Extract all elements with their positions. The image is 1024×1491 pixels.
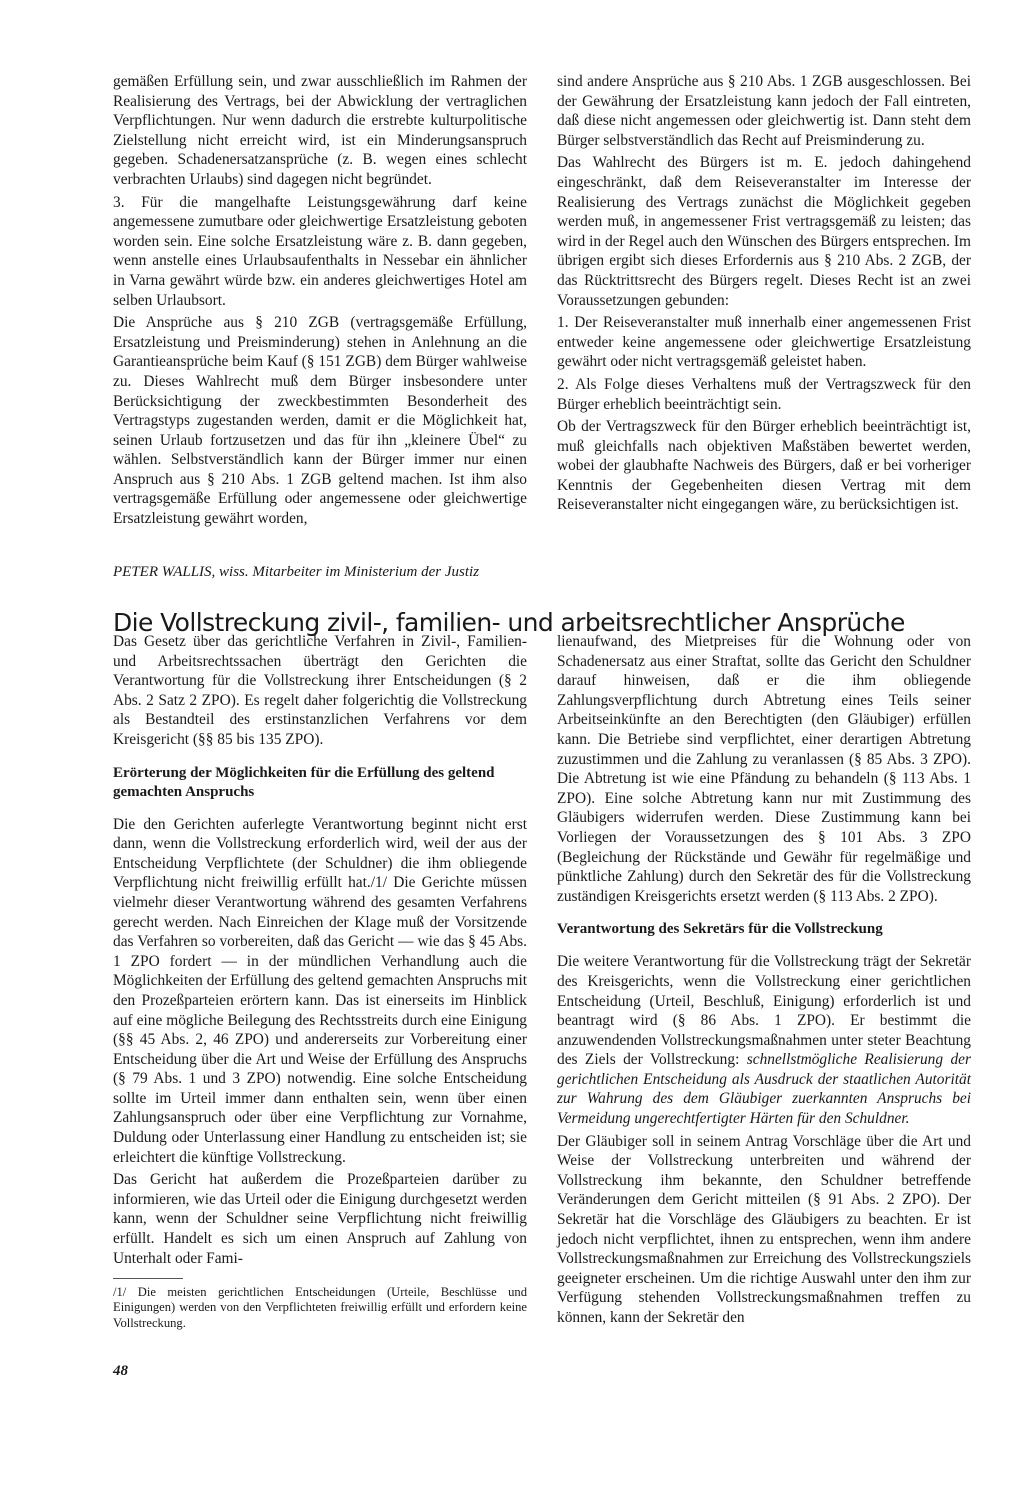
paragraph: Die den Gerichten auferlegte Verantwortung beginnt nicht erst dann, wenn die Vollstreckung erforderlich wird, weil der aus der Entscheidung Verpflichtete (der Schuldner) die ihm obliegende Verpflichtung nicht freiwillig erfüllt hat./1/ Die Gerichte müssen vielmehr dieser Verantwortung während des gesamten Verfahrens gerecht werden. Nach Einreichen der Klage muß der Vorsitzende das Verfahren so vorbereiten, daß das Gericht — wie das § 45 Abs. 1 ZPO fordert — in der mündlichen Verhandlung auch die Möglichkeiten der Erfüllung des geltend gemachten Anspruchs mit den Prozeßparteien erörtern kann. Das ist einerseits im Hinblick auf eine mögliche Beilegung des Rechtsstreits durch eine Einigung (§§ 45 Abs. 2, 46 ZPO) und andererseits zur Vorbereitung einer Entscheidung über die Art und Weise der Erfüllung des Anspruchs (§ 79 Abs. 1 und 3 ZPO) notwendig. Eine solche Entscheidung sollte im Urteil immer dann enthalten sein, wenn über einen Zahlungsanspruch oder über eine Verpflichtung zur Vornahme, Duldung oder Unterlassung einer Handlung zu entscheiden ist; sie erleichtert die künftige Vollstreckung. bbox=[113, 815, 527, 1166]
paragraph: lienaufwand, des Mietpreises für die Wohnung oder von Schadenersatz aus einer Straftat, sollte das Gericht den Schuldner darauf hinweisen, daß er die ihm obliegende Zahlungsverpflichtung durch Abtretung eines Teils seiner Arbeitseinkünfte an den Berechtigten (den Gläubiger) erfüllen kann. Die Betriebe sind verpflichtet, einer derartigen Abtretung zuzustimmen und die Zahlung zu veranlassen (§ 85 Abs. 3 ZPO). Die Abtretung ist wie eine Pfändung zu behandeln (§ 113 Abs. 1 ZPO). Eine solche Abtretung kann nur mit Zustimmung des Gläubigers widerrufen werden. Diese Zustimmung kann bei Vorliegen der Voraussetzungen des § 101 Abs. 3 ZPO (Begleichung der Rückstände und Gewähr für regelmäßige und pünktliche Zahlung) durch den Sekretär des für die Vollstreckung zuständigen Kreisgerichts ersetzt werden (§ 113 Abs. 2 ZPO). bbox=[557, 633, 971, 905]
column-bottom-right bbox=[557, 632, 971, 1331]
column-top-left bbox=[113, 72, 527, 532]
paragraph: Der Gläubiger soll in seinem Antrag Vorschläge über die Art und Weise der Vollstreckung unterbreiten und während der Vollstreckung ihm bekannte, den Schuldner betreffende Veränderungen dem Gericht mitteilen (§ 91 Abs. 2 ZPO). Der Sekretär hat die Vorschläge des Gläubigers zu beachten. Er ist jedoch nicht verpflichtet, ihnen zu entsprechen, wenn ihm andere Vollstreckungsmaßnahmen zur Erreichung des Vollstreckungsziels geeigneter erscheinen. Um die richtige Auswahl unter den ihm zur Verfügung stehenden Vollstreckungsmaßnahmen treffen zu können, kann der Sekretär den bbox=[557, 1132, 971, 1326]
paragraph: 1. Der Reiseveranstalter muß innerhalb einer angemessenen Frist entweder keine angemessene oder gleichwertige Ersatzleistung gewährt oder nicht vertragsgemäß geleistet haben. bbox=[557, 314, 971, 371]
page-number: 48 bbox=[113, 1363, 128, 1379]
author-byline: PETER WALLIS, wiss. Mitarbeiter im Ministerium der Justiz bbox=[113, 564, 480, 580]
footnote-divider bbox=[113, 1278, 183, 1279]
paragraph: Die Ansprüche aus § 210 ZGB (vertragsgemäße Erfüllung, Ersatzleistung und Preisminderung) stehen in Anlehnung an die Garantieansprüche beim Kauf (§ 151 ZGB) dem Bürger wahlweise zu. Dieses Wahlrecht muß dem Bürger insbesondere unter Berücksichtigung der zweckbestimmten Besonderheit des Vertragstyps zugestanden werden, damit er die Möglichkeit hat, seinen Urlaub fortzusetzen und das für ihn „kleinere Übel“ zu wählen. Selbstverständlich kann der Bürger immer nur einen Anspruch aus § 210 Abs. 1 ZGB geltend machen. Ist ihm also vertragsgemäße Erfüllung oder angemessene oder gleichwertige Ersatzleistung gewährt worden, bbox=[113, 314, 527, 528]
paragraph: 2. Als Folge dieses Verhaltens muß der Vertragszweck für den Bürger erheblich beeinträchtigt sein. bbox=[557, 375, 971, 413]
section-heading: Verantwortung des Sekretärs für die Vollstreckung bbox=[557, 921, 883, 938]
column-bottom-left bbox=[113, 632, 527, 1331]
paragraph: Das Gericht hat außerdem die Prozeßparteien darüber zu informieren, wie das Urteil oder die Einigung durchgesetzt werden kann, wenn der Schuldner seine Verpflichtung nicht freiwillig erfüllt. Handelt es sich um einen Anspruch auf Zahlung von Unterhalt oder Fami- bbox=[113, 1171, 527, 1267]
intro-paragraph: Das Gesetz über das gerichtliche Verfahren in Zivil-, Familien- und Arbeitsrechtssachen überträgt den Gerichten die Verantwortung für die Vollstreckung ihrer Entscheidungen (§ 2 Abs. 2 Satz 2 ZPO). Es regelt daher folgerichtig die Vollstreckung als Bestandteil des erstinstanzlichen Verfahrens vor dem Kreisgericht (§§ 85 bis 135 ZPO). bbox=[113, 633, 527, 748]
section-heading: Erörterung der Möglichkeiten für die Erfüllung des geltend gemachten Anspruchs bbox=[113, 764, 495, 800]
paragraph bbox=[557, 952, 971, 1128]
footnote: /1/ Die meisten gerichtlichen Entscheidungen (Urteile, Beschlüsse und Einigungen) werden von den Verpflichteten freiwillig erfüllt und erfordern keine Vollstreckung. bbox=[113, 1285, 527, 1330]
paragraph: 3. Für die mangelhafte Leistungsgewährung darf keine angemessene zumutbare oder gleichwertige Ersatzleistung geboten worden sein. Eine solche Ersatzleistung wäre z. B. dann gegeben, wenn anstelle eines Urlaubsaufenthalts in Nessebar ein ähnlicher in Varna gewährt würde bzw. ein anderes gleichwertiges Hotel am selben Urlaubsort. bbox=[113, 193, 527, 309]
paragraph: Ob der Vertragszweck für den Bürger erheblich beeinträchtigt ist, muß gleichfalls nach objektiven Maßstäben bewertet werden, wobei der glaubhafte Nachweis des Bürgers, daß er bei vorheriger Kenntnis der Gegebenheiten diesen Vertrag mit dem Reiseveranstalter nicht eingegangen wäre, zu berücksichtigen ist. bbox=[557, 418, 971, 514]
emphasized-text: schnellstmögliche Realisierung der gerichtlichen Entscheidung als Ausdruck der staatlichen Autorität zur Wahrung des dem Gläubiger zuerkannten Anspruchs bei Vermeidung ungerechtfertigter Härten für den Schuldner. bbox=[557, 1051, 971, 1128]
paragraph: sind andere Ansprüche aus § 210 Abs. 1 ZGB ausgeschlossen. Bei der Gewährung der Ersatzleistung kann jedoch der Fall eintreten, daß diese nicht angemessen oder gleichwertig ist. Dann steht dem Bürger selbstverständlich das Recht auf Preisminderung zu. bbox=[557, 73, 971, 149]
paragraph: gemäßen Erfüllung sein, und zwar ausschließlich im Rahmen der Realisierung des Vertrags, bei der Abwicklung der vertraglichen Verpflichtungen. Nur wenn dadurch die erstrebte kulturpolitische Zielstellung nicht erreicht wird, ist ein Minderungsanspruch gegeben. Schadenersatzansprüche (z. B. wegen eines schlecht verbrachten Urlaubs) sind dagegen nicht begründet. bbox=[113, 73, 527, 188]
column-top-right bbox=[557, 72, 971, 518]
paragraph: Das Wahlrecht des Bürgers ist m. E. jedoch dahingehend eingeschränkt, daß dem Reiseveranstalter im Interesse der Realisierung des Vertrags zunächst die Möglichkeit gegeben werden muß, in angemessener Frist vertragsgemäß zu leisten; das wird in der Regel auch den Wünschen des Bürgers entsprechen. Im übrigen ergibt sich dieses Erfordernis aus § 210 Abs. 2 ZGB, der das Rücktrittsrecht des Bürgers regelt. Dieses Recht ist an zwei Voraussetzungen gebunden: bbox=[557, 154, 971, 309]
article-title: Die Vollstreckung zivil-, familien- und arbeitsrechtlicher Ansprüche bbox=[113, 607, 905, 637]
paragraph-text: Die weitere Verantwortung für die Vollstreckung trägt der Sekretär des Kreisgerichts, wenn die Vollstreckung einer gerichtlichen Entscheidung (Urteil, Beschluß, Einigung) erforderlich ist und beantragt wird (§ 86 Abs. 1 ZPO). Er bestimmt die anzuwendenden Vollstreckungsmaßnahmen unter steter Beachtung des Ziels der Vollstreckung: bbox=[557, 953, 971, 1069]
